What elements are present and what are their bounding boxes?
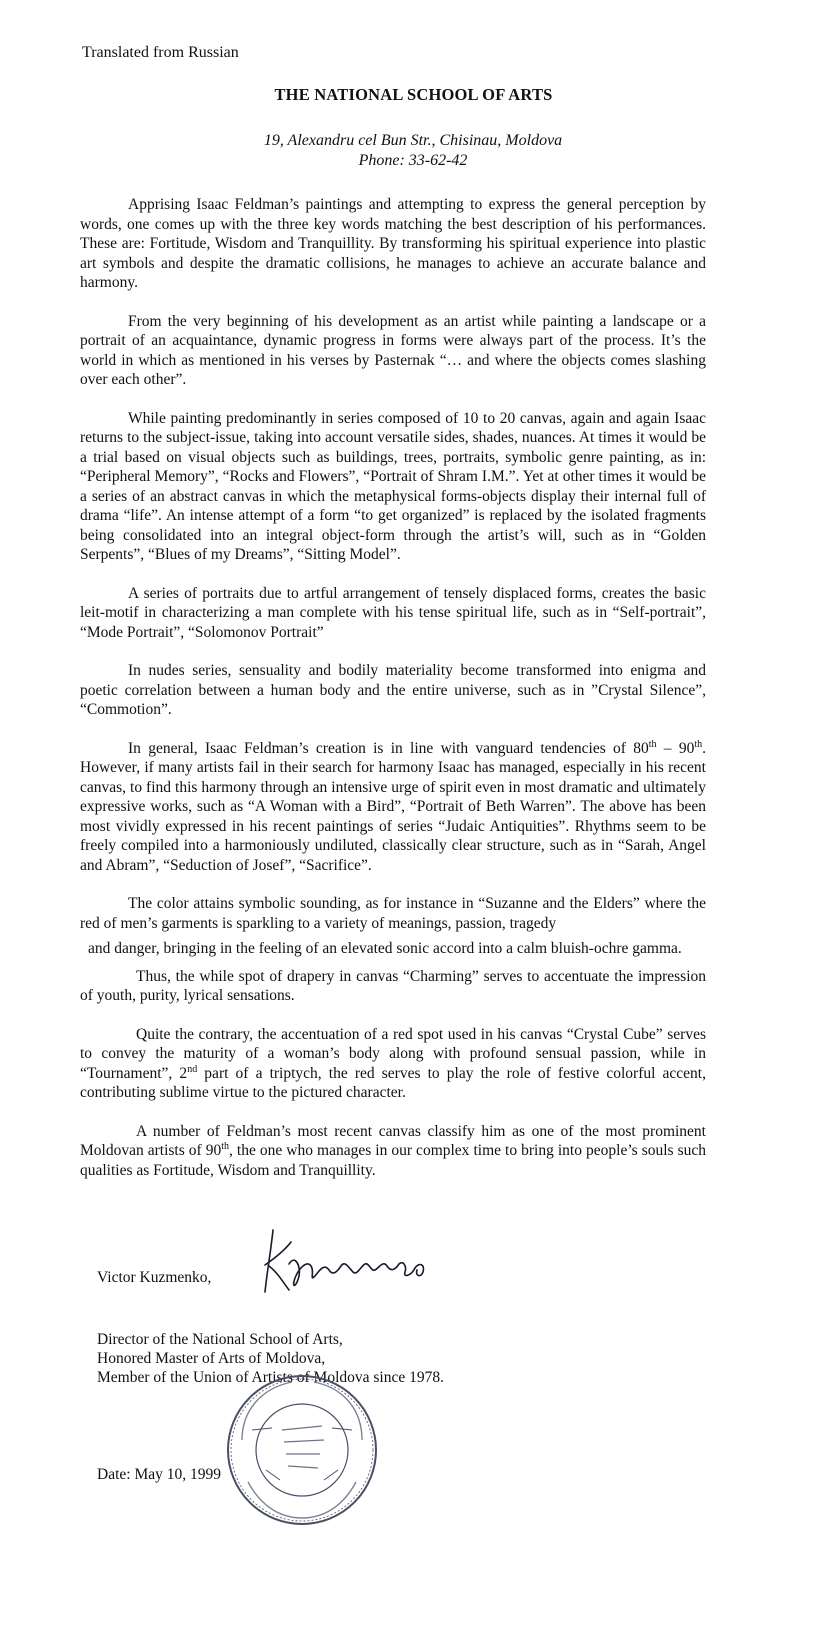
official-stamp [222,1370,382,1530]
signatory-name: Victor Kuzmenko, [97,1269,212,1286]
title-line: Director of the National School of Arts, [97,1331,343,1348]
text-span: – 90 [656,739,695,757]
paragraph-4: A series of portraits due to artful arrangement of tensely displaced forms, creates the basic leit-motif in characterizing a man complete with his tense spiritual life, such as in “Self-portrait”, “Mode Portrait”, “Solomonov Portrait” [80,584,706,641]
paragraph-charming: Thus, the while spot of drapery in canvas “Charming” serves to accentuate the impression of youth, purity, lyrical sensations. [80,967,706,1004]
text-span: . However, if many artists fail in their search for harmony Isaac has managed, especially in his recent canvas, to find this harmony through an intensive urge of spirit even in most dramatic and ultimately expressive works, such as “A Woman with a Bird”, “Portrait of Beth Warren”. The above has been most vividly expressed in his recent paintings of series “Judaic Antiquities”. Rhythms seem to be freely compiled into a harmoniously undiluted, classically clear structure, such as in “Sarah, Angel and Abram”, “Seduction of Josef”, “Sacrifice”. [80,739,706,874]
superscript: th [221,1140,230,1152]
address-line: 19, Alexandru cel Bun Str., Chisinau, Moldova [263,132,563,149]
text-span: Quite the contrary, the accentuation of a red spot used in his canvas “Crystal Cube” serves to convey the maturity of a woman’s body along with profound sensual passion, while in “Tournament”, 2 [80,1025,706,1082]
paragraph-color-part-2: and danger, bringing in the feeling of an elevated sonic accord into a calm bluish-ochre gamma. [88,940,682,957]
title-line: Member of the Union of Artists of Moldova since 1978. [97,1369,444,1386]
paragraph-final [80,1122,706,1181]
superscript: nd [187,1063,198,1075]
text-span: A number of Feldman’s most recent canvas classify him as one of the most prominent Moldovan artists of 90 [80,1122,706,1159]
text-span: , the one who manages in our complex time to bring into people’s souls such qualities as Fortitude, Wisdom and Tranquillity. [80,1142,707,1179]
superscript: th [648,738,657,750]
paragraph-crystal [80,1025,706,1103]
translation-note: Translated from Russian [82,44,239,61]
text-span: In general, Isaac Feldman’s creation is in line with vanguard tendencies of 80 [128,739,649,757]
paragraph-2: From the very beginning of his development as an artist while painting a landscape or a portrait of an acquaintance, dynamic progress in forms were always part of the process. It’s the world in which as mentioned in his verses by Pasternak “… and where the objects comes slashing over each other”. [80,312,706,388]
paragraph-5: In nudes series, sensuality and bodily materiality become transformed into enigma and poetic correlation between a human body and the entire universe, such as in ”Crystal Silence”, “Commotion”. [80,662,706,718]
paragraph-1: Apprising Isaac Feldman’s paintings and attempting to express the general perception by words, one comes up with the three key words matching the best description of his performances. These are: Fortitude, Wisdom and Tranquillity. By transforming his spiritual experience into plastic art symbols and despite the dramatic collisions, he manages to achieve an accurate balance and harmony. [80,196,706,291]
letter-body [80,195,706,1180]
paragraph-color-part-1: The color attains symbolic sounding, as for instance in “Suzanne and the Elders” where the red of men’s garments is sparkling to a variety of meanings, passion, tragedy [80,895,706,932]
date-line: Date: May 10, 1999 [97,1466,221,1483]
school-name: THE NATIONAL SCHOOL OF ARTS [274,85,553,104]
superscript: th [694,738,703,750]
phone-line: Phone: 33-62-42 [358,152,468,169]
handwritten-signature [255,1220,445,1300]
text-span: part of a triptych, the red serves to play the role of festive colorful accent, contributing sublime virtue to the pictured character. [80,1064,706,1101]
address-block [213,131,613,171]
paragraph-3: While painting predominantly in series composed of 10 to 20 canvas, again and again Isaac returns to the subject-issue, taking into account versatile sides, shades, nuances. At times it would be a trial based on visual objects such as buildings, trees, portraits, symbolic genre painting, as in: “Peripheral Memory”, “Rocks and Flowers”, “Portrait of Shram I.M.”. Yet at other times it would be a series of an abstract canvas in which the metaphysical forms-objects display their internal full of drama “life”. An intense attempt of a form “to get organized” is replaced by the isolated fragments being consolidated into an integral object-form through the artist’s will, such as in “Golden Serpents”, “Blues of my Dreams”, “Sitting Model”. [80,409,706,563]
paragraph-vanguard [80,739,706,876]
title-line: Honored Master of Arts of Moldova, [97,1350,326,1367]
